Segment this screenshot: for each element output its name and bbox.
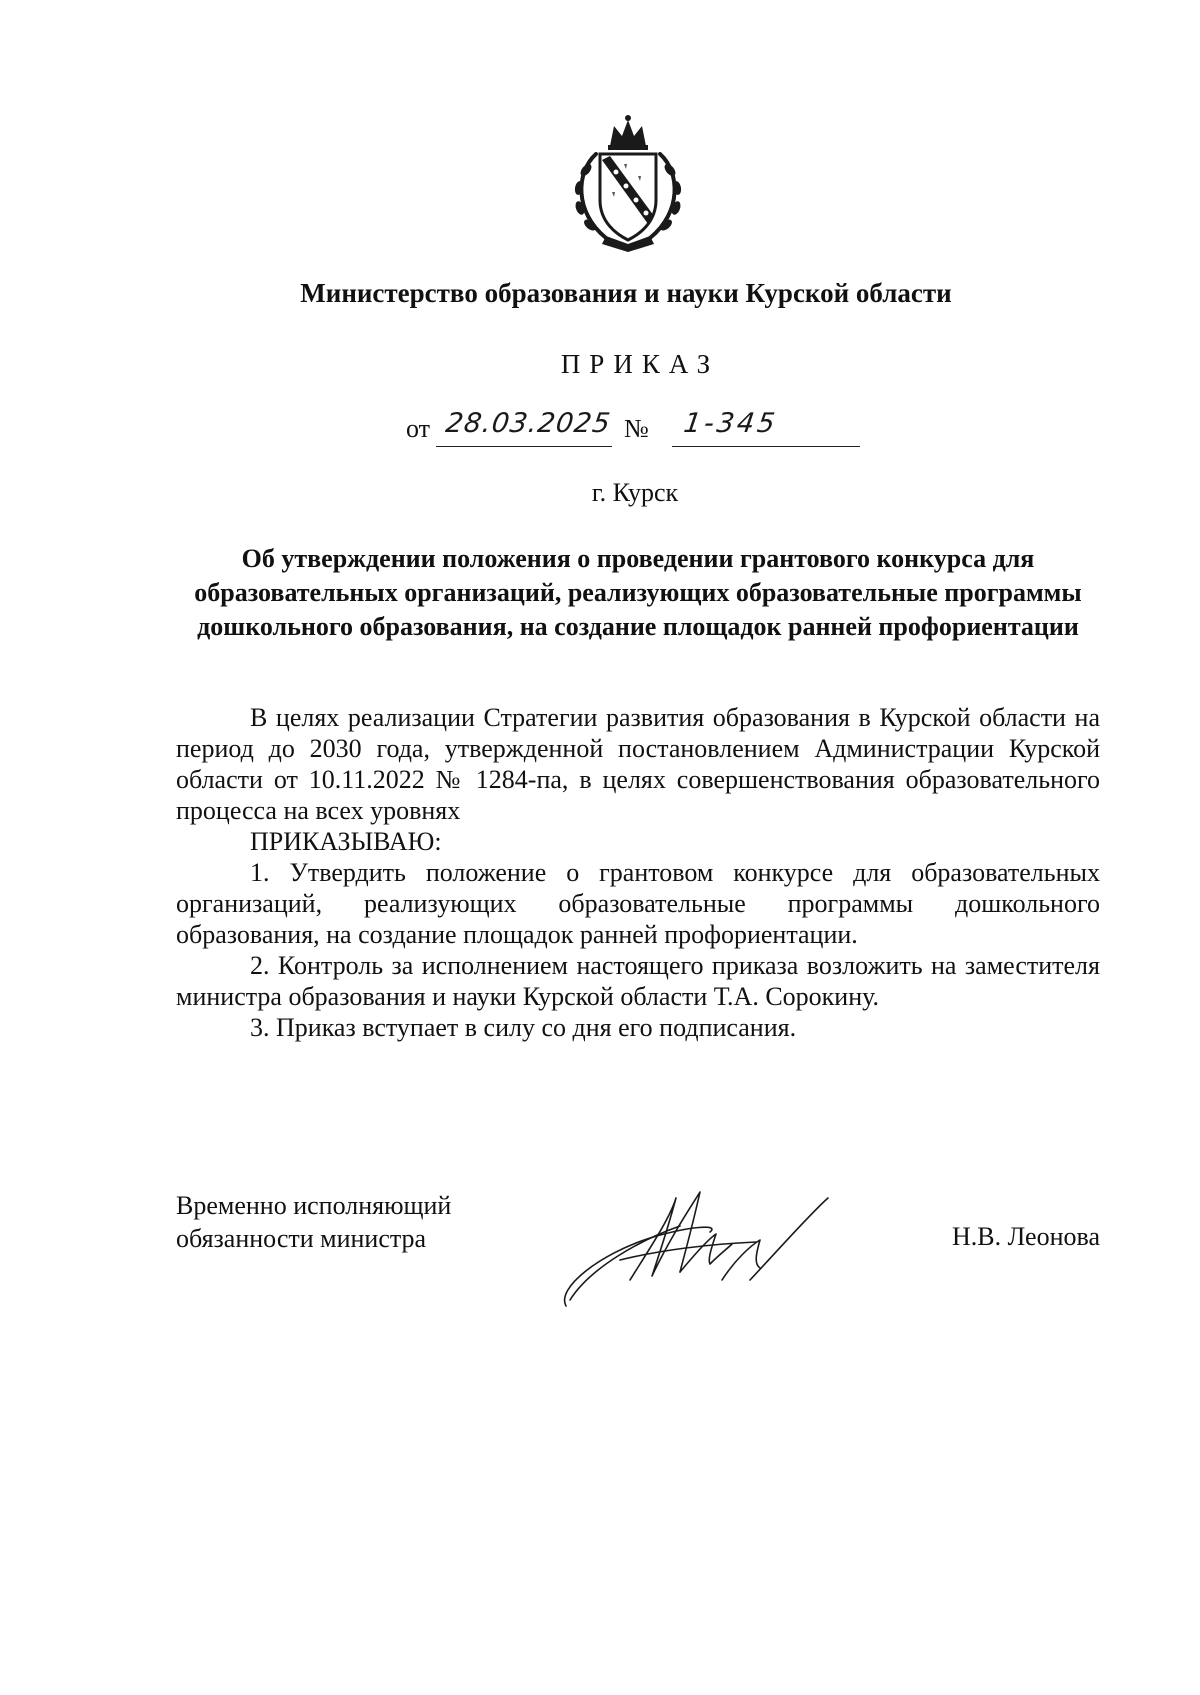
date-underline [436, 446, 612, 447]
city: г. Курск [591, 478, 679, 507]
date-prefix: от [406, 414, 431, 443]
coat-of-arms-icon [566, 112, 690, 252]
number-underline [672, 446, 860, 447]
handwritten-date: 28.03.2025 [443, 408, 613, 439]
ministry-name: Министерство образования и науки Курской области [300, 278, 952, 308]
signatory-position [176, 1189, 516, 1255]
signatory-name: Н.В. Леонова [951, 1222, 1100, 1251]
order-item-2: 2. Контроль за исполнением настоящего приказа возложить на заместителя министра образования и науки Курской области Т.А. Сорокину. [176, 951, 1100, 1011]
document-subject: Об утверждении положения о проведении грантового конкурса для образовательных организаций, реализующих образовательные программы дошкольного образования, на создание площадок ранней профориентации [194, 544, 1082, 641]
preamble-paragraph: В целях реализации Стратегии развития образования в Курской области на период до 2030 года, утвержденной постановлением Администрации Курской области от 10.11.2022 № 1284-па, в целях совершенствования образовательного процесса на всех уровнях [176, 703, 1100, 825]
date-number-line [406, 410, 866, 450]
number-prefix: № [624, 414, 649, 443]
position-line-2: обязанности министра [176, 1224, 427, 1253]
document-body [176, 702, 1100, 1043]
order-item-3: 3. Приказ вступает в силу со дня его подписания. [250, 1013, 797, 1042]
handwritten-number: 1-345 [681, 408, 780, 439]
document-type: ПРИКАЗ [560, 349, 720, 379]
handwritten-signature [560, 1168, 880, 1318]
position-line-1: Временно исполняющий [176, 1191, 452, 1220]
order-word: ПРИКАЗЫВАЮ: [250, 827, 442, 856]
order-item-1: 1. Утвердить положение о грантовом конкурсе для образовательных организаций, реализующих образовательные программы дошкольного образования, на создание площадок ранней профориентации. [176, 858, 1100, 949]
